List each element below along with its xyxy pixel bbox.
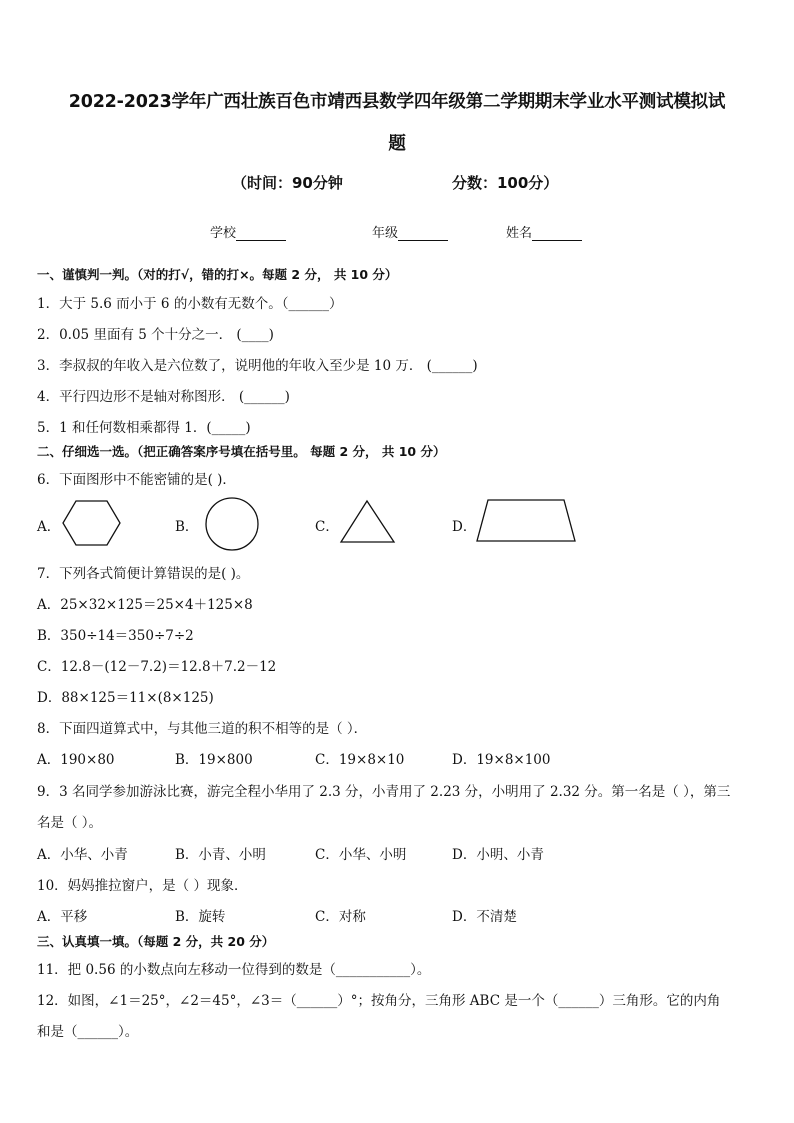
q9-option-b: B．小青、小明 (175, 847, 266, 863)
q7-option-b: B．350÷14＝350÷7÷2 (37, 628, 194, 644)
question-9-line2: 名是（ ）。 (37, 815, 103, 831)
section3-heading: 三、认真填一填。（每题 2 分，共 20 分） (37, 934, 275, 949)
q10-option-d: D．不清楚 (452, 909, 517, 925)
question-5: 5．1 和任何数相乘都得 1．(_____) (37, 420, 251, 436)
grade-field: 年级 (372, 222, 448, 241)
question-4: 4．平行四边形不是轴对称图形． (______) (37, 389, 290, 405)
q6-option-a-label: A． (37, 519, 61, 535)
q6-option-b-label: B． (175, 519, 199, 535)
q10-option-c: C．对称 (315, 909, 366, 925)
exam-title-line1: 2022-2023学年广西壮族百色市靖西县数学四年级第二学期期末学业水平测试模拟试 (68, 92, 726, 112)
name-blank[interactable] (532, 226, 582, 241)
q7-option-c: C．12.8－(12－7.2)＝12.8＋7.2－12 (37, 659, 277, 675)
question-9-line1: 9．3 名同学参加游泳比赛，游完全程小华用了 2.3 分，小青用了 2.23 分，小明用了 2.32 分。第一名是（ ），第三 (37, 784, 731, 800)
section1-heading: 一、谨慎判一判。（对的打√，错的打×。每题 2 分， 共 10 分） (37, 267, 398, 282)
hexagon-shape (62, 500, 122, 546)
question-7: 7．下列各式简便计算错误的是( )。 (37, 566, 250, 582)
name-field: 姓名 (506, 222, 582, 241)
q10-option-b: B．旋转 (175, 909, 226, 925)
triangle-shape (340, 500, 396, 544)
question-2: 2．0.05 里面有 5 个十分之一． (____) (37, 327, 274, 343)
q9-option-d: D．小明、小青 (452, 847, 544, 863)
school-blank[interactable] (236, 226, 286, 241)
question-3: 3．李叔叔的年收入是六位数了，说明他的年收入至少是 10 万． (______) (37, 358, 478, 374)
question-1: 1．大于 5.6 而小于 6 的小数有无数个。（______） (37, 296, 343, 312)
exam-score: 分数：100分） (452, 174, 559, 192)
question-11: 11．把 0.56 的小数点向左移动一位得到的数是（___________）。 (37, 962, 431, 978)
circle-shape (204, 496, 260, 552)
question-8: 8．下面四道算式中，与其他三道的积不相等的是（ ）． (37, 721, 368, 737)
q6-option-d-label: D． (452, 519, 477, 535)
question-12-line1: 12．如图，∠1＝25°，∠2＝45°，∠3＝（______）°；按角分，三角形 ABC 是一个（______）三角形。它的内角 (37, 993, 721, 1009)
q8-option-d: D．19×8×100 (452, 752, 551, 768)
section2-heading: 二、仔细选一选。（把正确答案序号填在括号里。 每题 2 分， 共 10 分） (37, 444, 446, 459)
question-12-line2: 和是（______）。 (37, 1024, 139, 1040)
q8-option-a: A．190×80 (37, 752, 115, 768)
trapezoid-shape (476, 498, 578, 544)
exam-time: （时间：90分钟 (232, 174, 343, 192)
question-6: 6．下面图形中不能密铺的是( )． (37, 472, 236, 488)
q6-option-c-label: C． (315, 519, 339, 535)
question-10: 10．妈妈推拉窗户，是（ ）现象． (37, 878, 248, 894)
q8-option-c: C．19×8×10 (315, 752, 405, 768)
q8-option-b: B．19×800 (175, 752, 253, 768)
q7-option-d: D．88×125＝11×(8×125) (37, 690, 214, 706)
q7-option-a: A．25×32×125＝25×4＋125×8 (37, 597, 253, 613)
q9-option-a: A．小华、小青 (37, 847, 128, 863)
exam-title-line2: 题 (388, 134, 406, 154)
school-field: 学校 (210, 222, 286, 241)
q10-option-a: A．平移 (37, 909, 88, 925)
grade-blank[interactable] (398, 226, 448, 241)
q9-option-c: C．小华、小明 (315, 847, 407, 863)
